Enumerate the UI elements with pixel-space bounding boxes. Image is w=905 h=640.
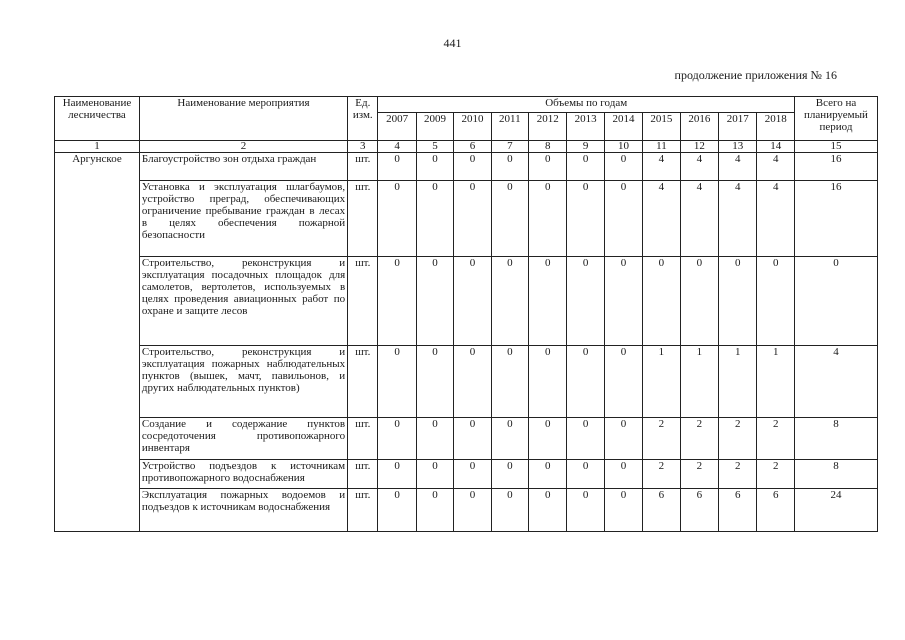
year-value-cell: 4 [757, 153, 795, 181]
header-total: Всего на планируемый период [794, 97, 877, 141]
activity-name: Строительство, реконструкция и эксплуатация пожарных наблюдательных пунктов (вышек, мачт, павильонов, и других наблюдательных пунктов) [139, 346, 347, 418]
unit-cell: шт. [348, 346, 378, 418]
activity-name: Строительство, реконструкция и эксплуатация посадочных площадок для самолетов, вертолетов, используемых в целях проведения авиационных работ по охране и защите лесов [139, 257, 347, 346]
total-cell: 0 [794, 257, 877, 346]
year-value-cell: 0 [567, 418, 604, 460]
year-value-cell: 1 [719, 346, 757, 418]
year-value-cell: 6 [719, 489, 757, 532]
header-unit: Ед. изм. [348, 97, 378, 141]
year-value-cell: 0 [416, 181, 453, 257]
unit-cell: шт. [348, 181, 378, 257]
forestry-name: Аргунское [55, 153, 140, 532]
column-number: 2 [139, 141, 347, 153]
year-header: 2012 [529, 113, 567, 141]
year-value-cell: 0 [378, 153, 416, 181]
column-number: 9 [567, 141, 604, 153]
unit-cell: шт. [348, 460, 378, 489]
unit-cell: шт. [348, 257, 378, 346]
total-cell: 8 [794, 418, 877, 460]
year-value-cell: 2 [757, 460, 795, 489]
year-value-cell: 0 [719, 257, 757, 346]
year-value-cell: 0 [454, 346, 491, 418]
column-number: 8 [529, 141, 567, 153]
year-value-cell: 0 [378, 346, 416, 418]
activity-name: Эксплуатация пожарных водоемов и подъездов к источникам водоснабжения [139, 489, 347, 532]
year-header: 2010 [454, 113, 491, 141]
total-cell: 8 [794, 460, 877, 489]
column-number: 12 [680, 141, 718, 153]
year-value-cell: 0 [378, 489, 416, 532]
year-value-cell: 0 [491, 181, 528, 257]
year-value-cell: 4 [643, 181, 680, 257]
year-header: 2011 [491, 113, 528, 141]
year-value-cell: 0 [529, 489, 567, 532]
table-row [55, 153, 878, 181]
year-value-cell: 0 [491, 257, 528, 346]
header-activity: Наименование мероприятия [139, 97, 347, 141]
total-cell: 16 [794, 181, 877, 257]
total-cell: 16 [794, 153, 877, 181]
year-value-cell: 2 [643, 418, 680, 460]
year-value-cell: 0 [491, 489, 528, 532]
column-number: 10 [604, 141, 642, 153]
column-number: 3 [348, 141, 378, 153]
year-value-cell: 0 [454, 257, 491, 346]
column-number: 1 [55, 141, 140, 153]
year-value-cell: 0 [378, 257, 416, 346]
year-value-cell: 0 [454, 153, 491, 181]
year-value-cell: 0 [416, 460, 453, 489]
year-value-cell: 0 [454, 418, 491, 460]
year-value-cell: 0 [529, 257, 567, 346]
activity-name: Установка и эксплуатация шлагбаумов, устройство преград, обеспечивающих ограничение пребывание граждан в лесах в целях обеспечения пожарной безопасности [139, 181, 347, 257]
unit-cell: шт. [348, 418, 378, 460]
year-header: 2009 [416, 113, 453, 141]
year-value-cell: 0 [604, 460, 642, 489]
column-number: 11 [643, 141, 680, 153]
unit-cell: шт. [348, 489, 378, 532]
table-row [55, 257, 878, 346]
year-header: 2016 [680, 113, 718, 141]
unit-cell: шт. [348, 153, 378, 181]
header-volumes-by-year: Объемы по годам [378, 97, 795, 113]
year-value-cell: 0 [567, 460, 604, 489]
year-value-cell: 0 [604, 257, 642, 346]
year-value-cell: 0 [643, 257, 680, 346]
year-value-cell: 4 [643, 153, 680, 181]
page-number: 441 [443, 36, 462, 50]
column-number: 5 [416, 141, 453, 153]
year-value-cell: 0 [416, 489, 453, 532]
year-value-cell: 6 [757, 489, 795, 532]
year-value-cell: 0 [604, 181, 642, 257]
year-value-cell: 0 [491, 153, 528, 181]
year-header: 2014 [604, 113, 642, 141]
year-header: 2018 [757, 113, 795, 141]
year-value-cell: 0 [567, 153, 604, 181]
year-value-cell: 0 [567, 181, 604, 257]
year-value-cell: 0 [416, 346, 453, 418]
year-value-cell: 4 [680, 153, 718, 181]
column-number: 7 [491, 141, 528, 153]
header-forestry: Наименование лесничества [55, 97, 140, 141]
year-value-cell: 0 [604, 346, 642, 418]
activities-table [54, 96, 878, 532]
year-value-cell: 1 [680, 346, 718, 418]
table-row [55, 418, 878, 460]
year-value-cell: 1 [643, 346, 680, 418]
year-value-cell: 0 [416, 418, 453, 460]
year-value-cell: 0 [567, 489, 604, 532]
year-value-cell: 0 [567, 346, 604, 418]
year-header: 2007 [378, 113, 416, 141]
table-row [55, 489, 878, 532]
year-value-cell: 0 [378, 181, 416, 257]
year-value-cell: 0 [757, 257, 795, 346]
year-value-cell: 1 [757, 346, 795, 418]
column-number: 14 [757, 141, 795, 153]
year-value-cell: 2 [719, 460, 757, 489]
year-value-cell: 0 [416, 257, 453, 346]
table-row [55, 346, 878, 418]
year-value-cell: 6 [643, 489, 680, 532]
year-header: 2013 [567, 113, 604, 141]
year-value-cell: 4 [719, 153, 757, 181]
year-value-cell: 0 [604, 489, 642, 532]
year-value-cell: 0 [378, 418, 416, 460]
total-cell: 24 [794, 489, 877, 532]
year-value-cell: 0 [529, 181, 567, 257]
year-value-cell: 6 [680, 489, 718, 532]
activity-name: Создание и содержание пунктов сосредоточения противопожарного инвентаря [139, 418, 347, 460]
year-header: 2017 [719, 113, 757, 141]
table-header [55, 97, 878, 141]
table-body [55, 141, 878, 532]
year-value-cell: 2 [680, 460, 718, 489]
year-value-cell: 0 [491, 418, 528, 460]
year-value-cell: 0 [491, 460, 528, 489]
year-value-cell: 0 [454, 489, 491, 532]
year-value-cell: 4 [757, 181, 795, 257]
total-cell: 4 [794, 346, 877, 418]
year-value-cell: 0 [416, 153, 453, 181]
column-number: 15 [794, 141, 877, 153]
column-number: 6 [454, 141, 491, 153]
year-value-cell: 0 [529, 346, 567, 418]
year-value-cell: 0 [604, 418, 642, 460]
activity-name: Устройство подъездов к источникам противопожарного водоснабжения [139, 460, 347, 489]
year-value-cell: 0 [491, 346, 528, 418]
column-number: 4 [378, 141, 416, 153]
year-value-cell: 4 [719, 181, 757, 257]
column-numbers-row [55, 141, 878, 153]
year-value-cell: 2 [757, 418, 795, 460]
year-value-cell: 4 [680, 181, 718, 257]
year-header: 2015 [643, 113, 680, 141]
year-value-cell: 0 [529, 418, 567, 460]
year-value-cell: 2 [643, 460, 680, 489]
table-row [55, 181, 878, 257]
activity-name: Благоустройство зон отдыха граждан [139, 153, 347, 181]
year-value-cell: 0 [529, 153, 567, 181]
year-value-cell: 0 [378, 460, 416, 489]
table-row [55, 460, 878, 489]
year-value-cell: 0 [529, 460, 567, 489]
continuation-note: продолжение приложения № 16 [674, 68, 837, 82]
year-value-cell: 0 [454, 460, 491, 489]
year-value-cell: 0 [680, 257, 718, 346]
year-value-cell: 0 [454, 181, 491, 257]
year-value-cell: 0 [604, 153, 642, 181]
year-value-cell: 2 [719, 418, 757, 460]
column-number: 13 [719, 141, 757, 153]
year-value-cell: 0 [567, 257, 604, 346]
year-value-cell: 2 [680, 418, 718, 460]
